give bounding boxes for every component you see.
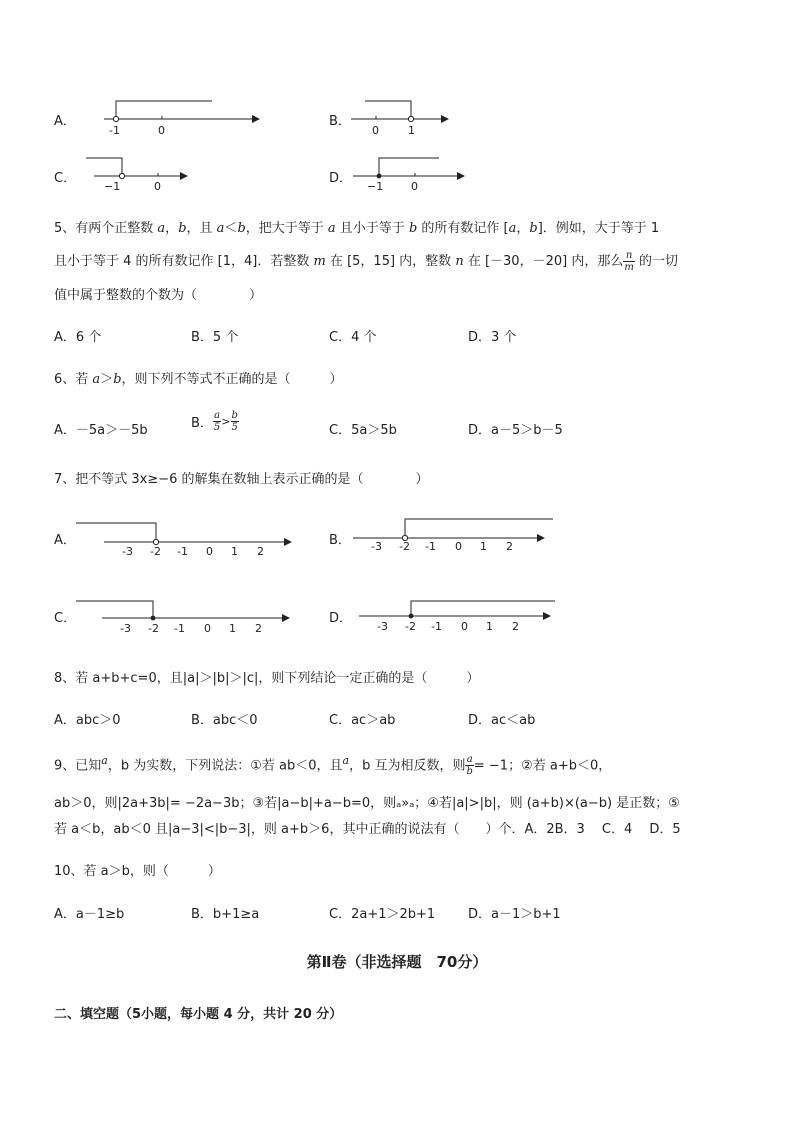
number-line [349, 515, 579, 555]
tick-label: 0 [206, 545, 213, 558]
option-label: A． [54, 114, 76, 129]
q10-option-c: C．2a+1＞2b+1 [329, 907, 436, 922]
q8-option-d: D．ac＜ab [468, 713, 536, 728]
tick-label: 2 [506, 540, 513, 553]
q10-option-a: A．a－1≥b [54, 907, 125, 922]
q5-line-2: 且小于等于 4 的所有数记作 [1，4]．若整数 m 在 [5，15] 内，整数 n 在 [－30，－20] 内，那么 $\frac{n}{m}$ 的一切 [54, 250, 678, 273]
q10-option-d: D．a－1＞b+1 [468, 907, 561, 922]
tick-label: 0 [461, 620, 468, 633]
tick-label: -3 [377, 620, 388, 633]
q5-line-1: 5、有两个正整数 a，b，且 a＜b，把大于等于 a 且小于等于 b 的所有数记作 [a，b]．例如，大于等于 1 [54, 221, 660, 236]
tick-label: -3 [120, 622, 131, 635]
q9-line-2: ab＞0，则|2a+3b|= −2a−3b；③若|a−b|+a−b=0，则ₐ»ₐ；④若|a|>|b|，则 (a+b)×(a−b) 是正数；⑤ [54, 796, 680, 811]
fraction-a-over-5: $\frac{a}{5}$ [213, 410, 221, 433]
tick-label: −1 [367, 180, 384, 193]
q10-option-b: B．b+1≥a [191, 907, 260, 922]
tick-label: 1 [231, 545, 238, 558]
tick-label: -2 [405, 620, 416, 633]
number-line [74, 599, 324, 639]
tick-label: -1 [431, 620, 442, 633]
tick-label: 0 [158, 124, 165, 137]
tick-label: 1 [408, 124, 415, 137]
tick-label: -2 [150, 545, 161, 558]
tick-label: 0 [455, 540, 462, 553]
tick-label: 2 [257, 545, 264, 558]
tick-label: -3 [371, 540, 382, 553]
tick-label: 0 [411, 180, 418, 193]
section-subtitle: 二、填空题（5小题，每小题 4 分，共计 20 分） [54, 1007, 343, 1022]
option-label: D． [329, 171, 353, 186]
tick-label: 2 [255, 622, 262, 635]
q8-option-b: B．abc＜0 [191, 713, 258, 728]
tick-label: -2 [148, 622, 159, 635]
q6-option-b: B． $\frac{a}{5}$ > $\frac{b}{5}$ [191, 410, 238, 433]
q7-stem: 7、把不等式 3x≥−6 的解集在数轴上表示正确的是（ ） [54, 472, 429, 487]
tick-label: 0 [154, 180, 161, 193]
q6-option-d: D．a－5＞b－5 [468, 423, 563, 438]
q6-option-a: A．－5a＞－5b [54, 423, 148, 438]
option-label: C． [54, 171, 77, 186]
option-label: A． [54, 533, 76, 548]
tick-label: 1 [229, 622, 236, 635]
tick-label: -1 [177, 545, 188, 558]
number-line [349, 100, 489, 140]
q6-stem: 6、若 a＞b，则下列不等式不正确的是（ ） [54, 372, 343, 387]
tick-label: 2 [512, 620, 519, 633]
q10-stem: 10、若 a＞b，则（ ） [54, 864, 221, 879]
fraction-a-over-b: $\frac{a}{b}$ [466, 754, 473, 778]
tick-label: 0 [204, 622, 211, 635]
fraction-b-over-5: $\frac{b}{5}$ [231, 410, 238, 433]
tick-label: -1 [109, 124, 120, 137]
tick-label: 0 [372, 124, 379, 137]
tick-label: -3 [122, 545, 133, 558]
q8-option-c: C．ac＞ab [329, 713, 396, 728]
option-label: D． [329, 611, 353, 626]
q8-option-a: A．abc＞0 [54, 713, 121, 728]
number-line [74, 157, 224, 197]
option-label: B． [329, 114, 351, 129]
tick-label: 1 [486, 620, 493, 633]
number-line [74, 521, 324, 561]
option-label: B． [329, 533, 351, 548]
tick-label: −1 [104, 180, 121, 193]
number-line [353, 597, 583, 637]
tick-label: 1 [480, 540, 487, 553]
q5-option-c: C．4 个 [329, 330, 377, 345]
tick-label: -1 [174, 622, 185, 635]
q8-stem: 8、若 a+b+c=0，且|a|＞|b|＞|c|，则下列结论一定正确的是（ ） [54, 671, 480, 686]
q5-option-a: A．6 个 [54, 330, 102, 345]
q5-line-3: 值中属于整数的个数为（ ） [54, 288, 263, 303]
q6-option-c: C．5a＞5b [329, 423, 397, 438]
q5-option-d: D．3 个 [468, 330, 517, 345]
number-line [94, 100, 274, 140]
q9-line-3: 若 a＜b，ab＜0 且|a−3|<|b−3|，则 a+b＞6，其中正确的说法有（ ）个．A．2B．3 C．4 D．5 [54, 822, 681, 837]
fraction-n-over-m: $\frac{n}{m}$ [624, 250, 634, 273]
option-label: C． [54, 611, 77, 626]
number-line [345, 157, 495, 197]
section-title: 第Ⅱ卷（非选择题 70分） [306, 953, 488, 971]
tick-label: -1 [425, 540, 436, 553]
q9-line-1: 9、已知$^a$，b 为实数，下列说法：①若 ab＜0，且$^a$，b 互为相反数，则 $\frac{a}{b}$ = −1；②若 a+b＜0， [54, 754, 612, 778]
tick-label: -2 [399, 540, 410, 553]
q5-option-b: B．5 个 [191, 330, 239, 345]
